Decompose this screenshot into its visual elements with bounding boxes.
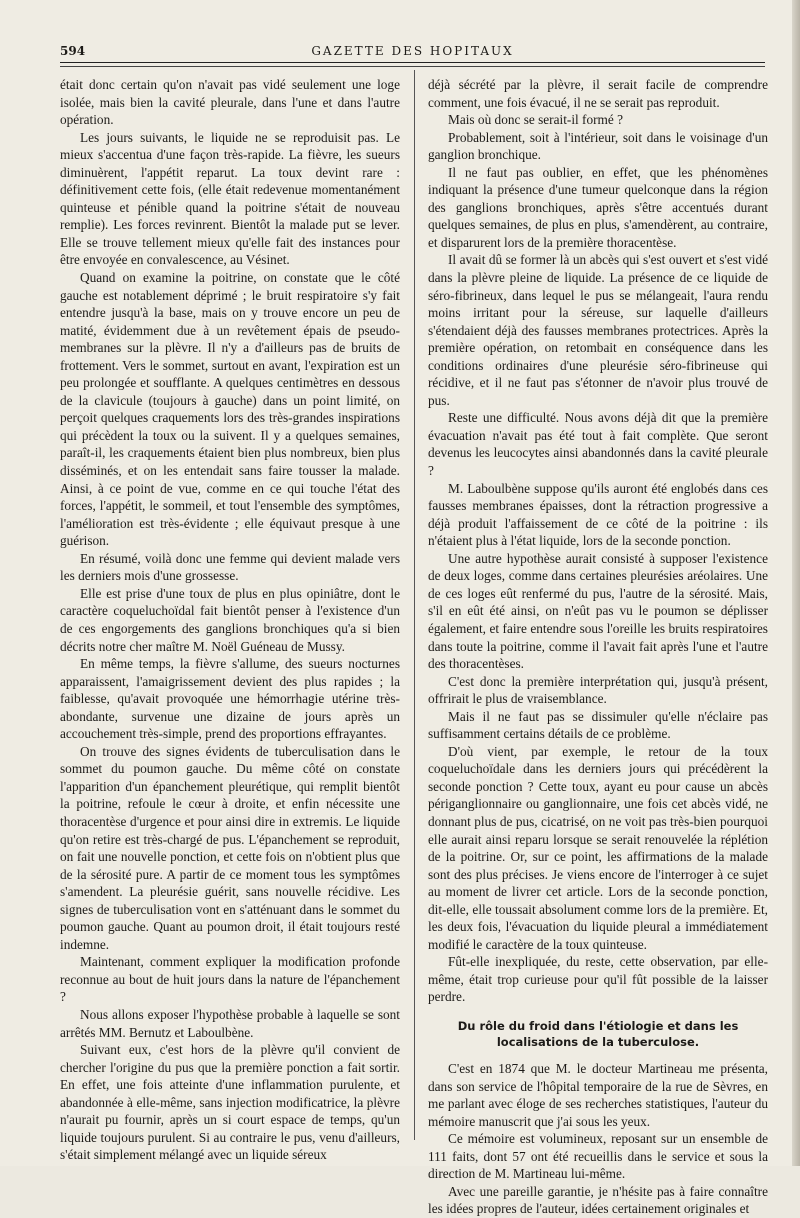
paragraph: déjà sécrété par la plèvre, il serait facile de comprendre comment, une fois évacué, il ne se serait pas reproduit. [428,77,768,110]
section-heading [428,1018,768,1050]
header-rule-thin [60,66,765,67]
paragraph: On trouve des signes évidents de tuberculisation dans le sommet du poumon gauche. Du même côté on constate l'apparition d'un épanchement pleurétique, qui remplit bientôt la poitrine, refoule le cœur à droite, et enfin nécessite une thoracentèse d'urgence et pour ainsi dire in extremis. Le liquide qu'on retire est très-chargé de pus. L'épanchement se reproduit, on fait une nouvelle ponction, et cette fois on n'obtient plus que de la sérosité pure. A partir de ce moment tous les symptômes s'amendent. La pleurésie guérit, sans nouvelle récidive. Les signes de tuberculisation vont en s'atténuant dans le sommet du poumon gauche. Quant au poumon droit, il était toujours resté indemne. [60,743,400,952]
section-heading-line-1: Du rôle du froid dans l'étiologie et dans les [457,1018,739,1033]
right-column [428,76,768,1218]
paragraph: Probablement, soit à l'intérieur, soit dans le voisinage d'un ganglion bronchique. [428,129,768,163]
running-title: GAZETTE DES HOPITAUX [311,44,514,58]
paragraph: En même temps, la fièvre s'allume, des sueurs nocturnes apparaissent, l'amaigrissement devient des plus rapides ; la faiblesse, qu'avait provoquée une hémorrhagie utérine très-abondante, survenue une dizaine de jours après un accouchement très-simple, prend des proportions effrayantes. [60,656,400,742]
paragraph: Elle est prise d'une toux de plus en plus opiniâtre, dont le caractère coqueluchoïdal fait bientôt penser à l'existence d'un de ces engorgements des ganglions bronchiques qu'a si bien décrits notre cher maître M. Noël Guéneau de Mussy. [60,585,400,654]
column-divider [414,70,415,1140]
page-number: 594 [60,44,86,58]
section-heading-line-2: localisations de la tuberculose. [496,1034,700,1049]
paragraph: Les jours suivants, le liquide ne se reproduisit pas. Le mieux s'accentua d'une façon très-rapide. La fièvre, les sueurs diminuèrent, l'appétit reparut. La toux devint rare : définitivement cette fois, (elle était redevenue momentanément quinteuse et pénible quand la poitrine s'était de nouveau remplie). Les forces revinrent. Bientôt la malade put se lever. Elle se trouve tellement mieux qu'elle fait des instances pour être envoyée en convalescence, au Vésinet. [60,129,400,268]
header-rule [60,62,765,63]
paragraph: Suivant eux, c'est hors de la plèvre qu'il convient de chercher l'origine du pus que la première ponction a fait sortir. En effet, une fois atteinte d'une inflammation purulente, et abandonnée à elle-même, sans injection modificatrice, la plèvre n'aurait pu fournir, après un si court espace de temps, qu'un liquide toujours purulent. Si au contraire le pus, venu d'ailleurs, s'était simplement mélangé avec un liquide séreux [60,1042,400,1163]
paragraph: Reste une difficulté. Nous avons déjà dit que la première évacuation n'avait pas été tout à fait complète. Que seront devenus les leucocytes ainsi abandonnés dans la cavité pleurale ? [428,410,768,479]
paragraph: C'est en 1874 que M. le docteur Martineau me présenta, dans son service de l'hôpital temporaire de la rue de Sèvres, en me parlant avec éloge de ses recherches statistiques, l'auteur du mémoire manuscrit que j'ai sous les yeux. [428,1060,768,1129]
paragraph: Il ne faut pas oublier, en effet, que les phénomènes indiquant la présence d'une tumeur quelconque dans la région des ganglions bronchiques, après s'être accentués durant quelques semaines, de plus en plus, s'amendèrent, au contraire, et disparurent lors de la première thoracentèse. [428,164,768,250]
paragraph: Mais il ne faut pas se dissimuler qu'elle n'éclaire pas suffisamment certains détails de ce problème. [428,708,768,742]
left-column [60,76,400,1164]
paragraph: En résumé, voilà donc une femme qui devient malade vers les derniers mois d'une grossesse. [60,550,400,584]
paragraph: M. Laboulbène suppose qu'ils auront été englobés dans ces fausses membranes épaisses, dont la rétraction progressive a déjà produit l'affaissement de ce côté de la poitrine : ils n'étaient plus à l'état liquide, lors de la seconde ponction. [428,480,768,549]
paragraph: Nous allons exposer l'hypothèse probable à laquelle se sont arrêtés MM. Bernutz et Laboulbène. [60,1006,400,1040]
paragraph: Avec une pareille garantie, je n'hésite pas à faire connaître les idées propres de l'auteur, idées certainement originales et [428,1183,768,1217]
paragraph: D'où vient, par exemple, le retour de la toux coqueluchoïdale dans les derniers jours qui précédèrent la seconde ponction ? Cette toux, ayant eu pour cause un abcès périganglionnaire ou ganglionnaire, une fois cet abcès vidé, ne donnant plus de pus, cicatrisé, on ne voit pas très-bien pourquoi elle aurait ainsi reparu lorsque se serait renouvelée la réplétion de la poitrine. Or, sur ce point, les affirmations de la malade sont des plus précises. Je viens encore de l'interroger à ce sujet au moment de livrer cet article. Lors de la seconde ponction, dit-elle, elle toussait absolument comme lors de la première. Et, les deux fois, l'évacuation du liquide pleural a immédiatement modifié le caractère de la toux quinteuse. [428,743,768,952]
paragraph: Ce mémoire est volumineux, reposant sur un ensemble de 111 faits, dont 57 ont été recueillis dans le service et sous la direction de M. Martineau lui-même. [428,1131,768,1182]
paragraph: Fût-elle inexpliquée, du reste, cette observation, par elle-même, était trop curieuse pour qu'il fût possible de la laisser perdre. [428,954,768,1005]
paragraph: C'est donc la première interprétation qui, jusqu'à présent, offrirait le plus de vraisemblance. [428,673,768,707]
paragraph: Mais où donc se serait-il formé ? [448,112,624,128]
paragraph: Une autre hypothèse aurait consisté à supposer l'existence de deux loges, comme dans certaines pleurésies aréolaires. Une de ces loges eût renfermé du pus, l'autre de la sérosité. Mais, s'il en eût été ainsi, on n'eût pas vu le poumon se déplisser également, et faire entendre sous l'oreille les bruits respiratoires dans toute la poitrine, comme il l'avait fait après l'une et l'autre des thoracentèses. [428,550,768,672]
page-header [60,44,765,60]
paragraph: Maintenant, comment expliquer la modification profonde reconnue au bout de huit jours dans la nature de l'épanchement ? [60,954,400,1005]
paragraph: Quand on examine la poitrine, on constate que le côté gauche est notablement déprimé ; le bruit respiratoire s'y fait entendre jusqu'à la base, mais on y trouve encore un peu de matité, évidemment due à un revêtement épais de pseudo-membranes sur la plèvre. Il n'y a d'ailleurs pas de bruits de frottement. Vers le sommet, surtout en avant, l'expiration est un peu prolongée et soufflante. A quelques centimètres en dessous de la clavicule (toujours à gauche) dans un point limité, on perçoit quelques craquements lors des très-grandes inspirations qui précèdent la toux ou la suivent. Il y a quelques semaines, paraît-il, les craquements étaient bien plus nombreux, bien plus disséminés, et on les entendait sans faire tousser la malade. Ainsi, à ce point de vue, comme en ce qui touche l'état des forces, l'appétit, le sommeil, et tout l'ensemble des symptômes, l'amélioration est très-évidente ; elle équivaut presque à une guérison. [60,270,400,549]
page-edge [792,0,800,1166]
paragraph: Il avait dû se former là un abcès qui s'est ouvert et s'est vidé dans la plèvre pleine de liquide. La présence de ce liquide de séro-fibrineux, dans lequel le pus se mélangeait, l'aura rendu moins irritant pour la séreuse, sur laquelle d'ailleurs s'étendaient déjà des fausses membranes protectrices. Après la première opération, on retombait en conséquence dans les conditions ordinaires d'une pleurésie séro-fibrineuse qui récidive, et il ne faut pas s'étonner de n'avoir plus trouvé de pus. [428,252,768,408]
paragraph: était donc certain qu'on n'avait pas vidé seulement une loge isolée, mais bien la cavité pleurale, dans l'une et dans l'autre opération. [60,77,400,128]
